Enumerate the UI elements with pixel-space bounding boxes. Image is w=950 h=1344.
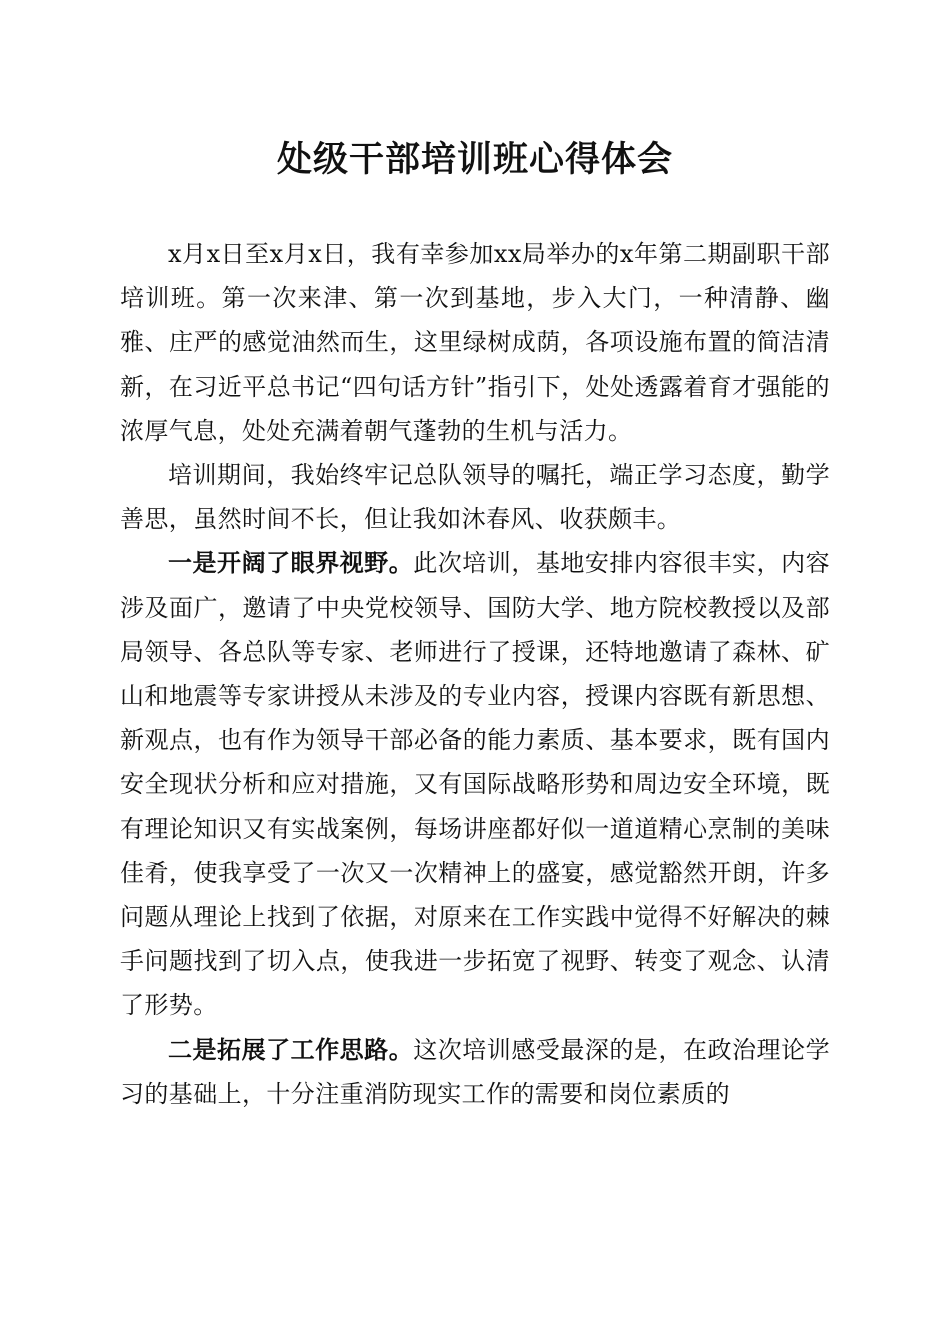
paragraph-lead-heading: 二是拓展了工作思路。	[168, 1034, 414, 1064]
paragraph-text: x月x日至x月x日，我有幸参加xx局举办的x年第二期副职干部培训班。第一次来津、第一次到基地，步入大门，一种清静、幽雅、庄严的感觉油然而生，这里绿树成荫，各项设施布置的简洁清新，在习近平总书记“四句话方针”指引下，处处透露着育才强能的浓厚气息，处处充满着朝气蓬勃的生机与活力。	[120, 240, 830, 445]
paragraph-text: 这次培训感受最深的是，在政治理论学习的基础上，十分注重消防现实工作的需要和岗位素质的	[120, 1035, 830, 1108]
paragraph-text: 此次培训，基地安排内容很丰实，内容涉及面广，邀请了中央党校领导、国防大学、地方院校教授以及部局领导、各总队等专家、老师进行了授课，还特地邀请了森林、矿山和地震等专家讲授从未涉及的专业内容，授课内容既有新思想、新观点，也有作为领导干部必备的能力素质、基本要求，既有国内安全现状分析和应对措施，又有国际战略形势和周边安全环境，既有理论知识又有实战案例，每场讲座都好似一道道精心烹制的美味佳肴，使我享受了一次又一次精神上的盛宴，感觉豁然开朗，许多问题从理论上找到了依据，对原来在工作实践中觉得不好解决的棘手问题找到了切入点，使我进一步拓宽了视野、转变了观念、认清了形势。	[120, 549, 830, 1020]
paragraph-training-period	[120, 453, 830, 541]
paragraph-text: 培训期间，我始终牢记总队领导的嘱托，端正学习态度，勤学善思，虽然时间不长，但让我如沐春风、收获颇丰。	[120, 461, 830, 534]
document-title: 处级干部培训班心得体会	[276, 139, 673, 180]
paragraph-broadened-horizons	[120, 541, 830, 1027]
paragraph-work-ideas	[120, 1028, 830, 1116]
paragraph-lead-heading: 一是开阔了眼界视野。	[168, 548, 414, 578]
paragraph-intro	[120, 232, 830, 453]
document-body	[120, 232, 830, 1116]
